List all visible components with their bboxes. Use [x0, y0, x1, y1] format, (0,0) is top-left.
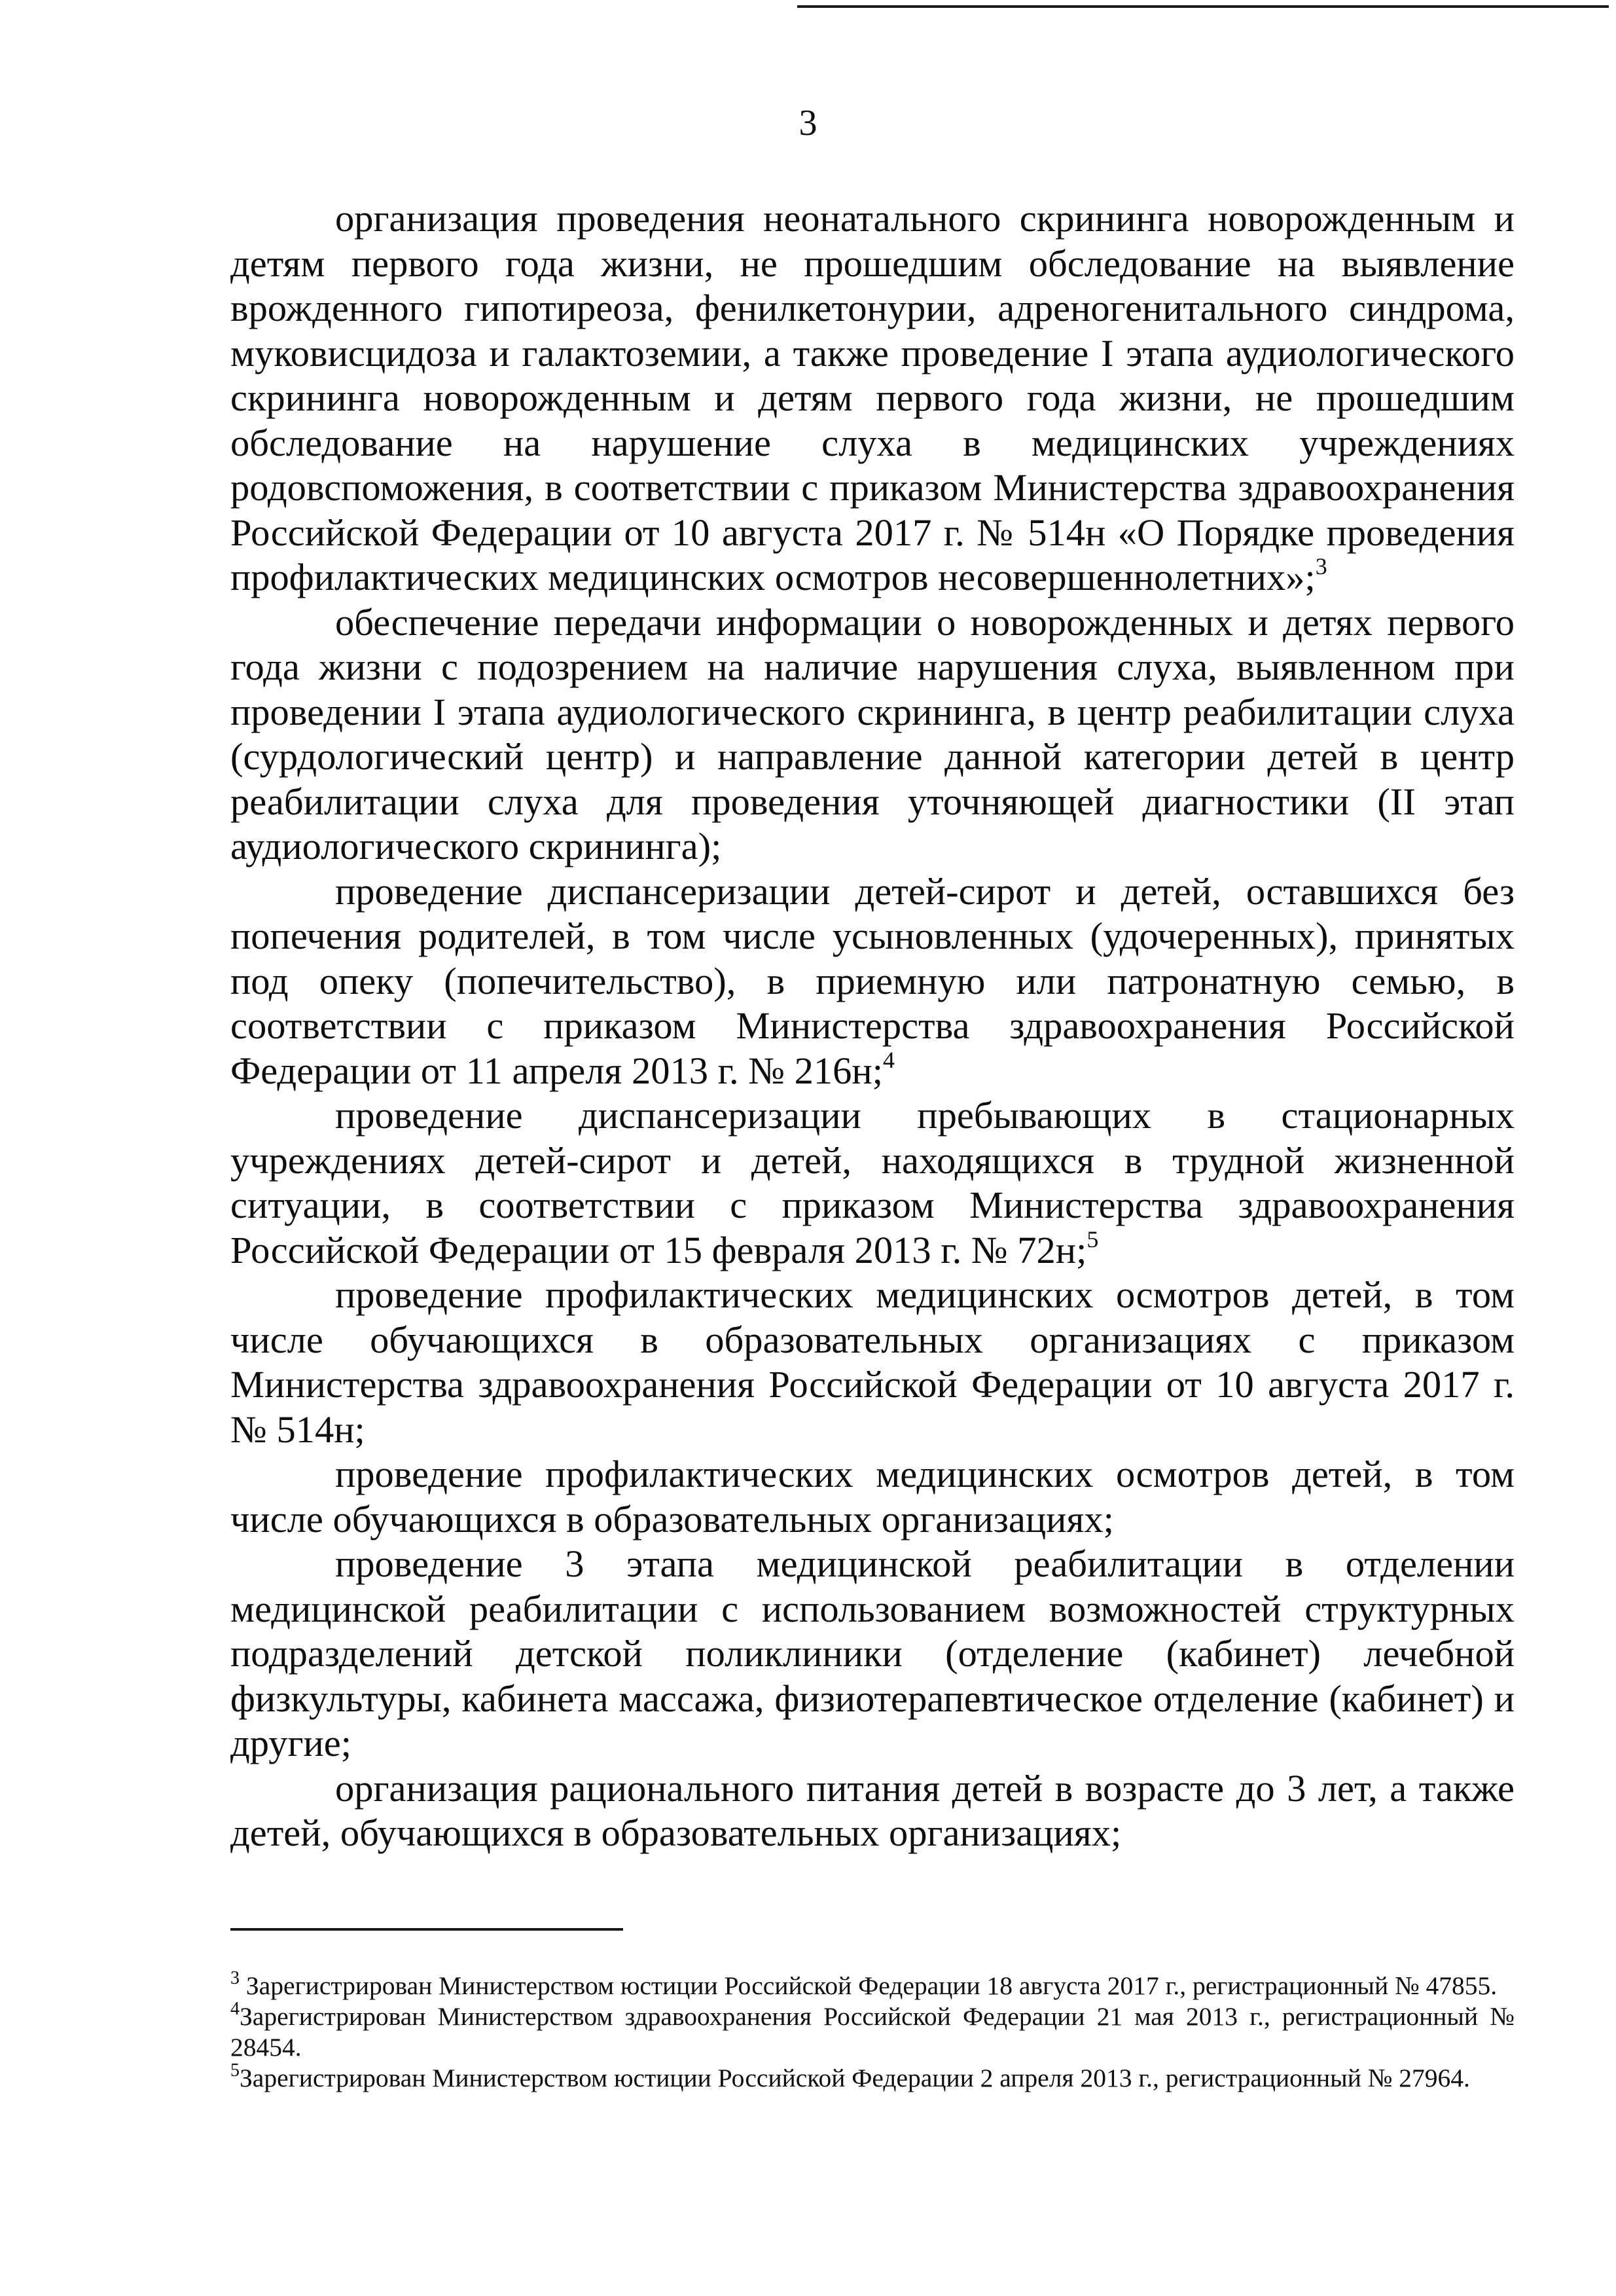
top-rule [797, 5, 1609, 8]
footnote-ref: 4 [883, 1046, 895, 1073]
paragraph-preventive-exams: проведение профилактических медицинских осмотров детей, в том числе обучающихся в образовательных организациях; [230, 1453, 1515, 1540]
footnote-separator [230, 1928, 623, 1931]
footnote-number: 4 [230, 1999, 240, 2019]
footnote: $^4$Зарегистрирован Министерством здравоохранения Российской Федерации 21 мая 2013 г., регистрационный № 28454. [230, 1999, 1515, 2062]
footnote: $^3$ Зарегистрирован Министерством юстиции Российской Федерации 18 августа 2017 г., регистрационный № 47855. [230, 1968, 1498, 2000]
paragraph-inpatient-orphan-dispensary: проведение диспансеризации пребывающих в стационарных учреждениях детей-сирот и детей, находящихся в трудной жизненной ситуации, в соответствии с приказом Министерства здравоохранения Российской Федерации от 15 февраля 2013 г. № 72н;$^5$ [230, 1094, 1515, 1271]
footnote-ref: 3 [1315, 553, 1327, 579]
paragraph-neonatal-screening: организация проведения неонатального скрининга новорожденным и детям первого года жизни, не прошедшим обследование на выявление врожденного гипотиреоза, фенилкетонурии, адреногенитального синдрома, муковисцидоза и галактоземии, а также проведение I этапа аудиологического скрининга новорожденным и детям первого года жизни, не прошедшим обследование на нарушение слуха в медицинских учреждениях родовспоможения, в соответствии с приказом Министерства здравоохранения Российской Федерации от 10 августа 2017 г. № 514н «О Порядке проведения профилактических медицинских осмотров несовершеннолетних»;$^3$ [230, 197, 1515, 598]
footnote-number: 3 [230, 1968, 240, 1988]
page-number: 3 [799, 103, 817, 143]
footnote: $^5$Зарегистрирован Министерством юстиции Российской Федерации 2 апреля 2013 г., регистрационный № 27964. [230, 2060, 1470, 2092]
document-body [230, 196, 1515, 1856]
paragraph-orphan-dispensary: проведение диспансеризации детей-сирот и детей, оставшихся без попечения родителей, в том числе усыновленных (удочеренных), принятых под опеку (попечительство), в приемную или патронатную семью, в соответствии с приказом Министерства здравоохранения Российской Федерации от 11 апреля 2013 г. № 216н;$^4$ [230, 869, 1515, 1092]
paragraph-rehabilitation: проведение 3 этапа медицинской реабилитации в отделении медицинской реабилитации с использованием возможностей структурных подразделений детской поликлиники (отделение (кабинет) лечебной физкультуры, кабинета массажа, физиотерапевтическое отделение (кабинет) и другие; [230, 1542, 1515, 1764]
footnotes [230, 1968, 1515, 2094]
paragraph-hearing-info-transfer: обеспечение передачи информации о новорожденных и детях первого года жизни с подозрением на наличие нарушения слуха, выявленном при проведении I этапа аудиологического скрининга, в центр реабилитации слуха (сурдологический центр) и направление данной категории детей в центр реабилитации слуха для проведения уточняющей диагностики (II этап аудиологического скрининга); [230, 600, 1515, 867]
footnote-number: 5 [230, 2060, 240, 2081]
footnote-ref: 5 [1086, 1226, 1099, 1252]
paragraph-nutrition: организация рационального питания детей в возрасте до 3 лет, а также детей, обучающихся в образовательных организациях; [230, 1766, 1515, 1854]
paragraph-preventive-exams-order: проведение профилактических медицинских осмотров детей, в том числе обучающихся в образовательных организациях с приказом Министерства здравоохранения Российской Федерации от 10 августа 2017 г. № 514н; [230, 1273, 1515, 1451]
